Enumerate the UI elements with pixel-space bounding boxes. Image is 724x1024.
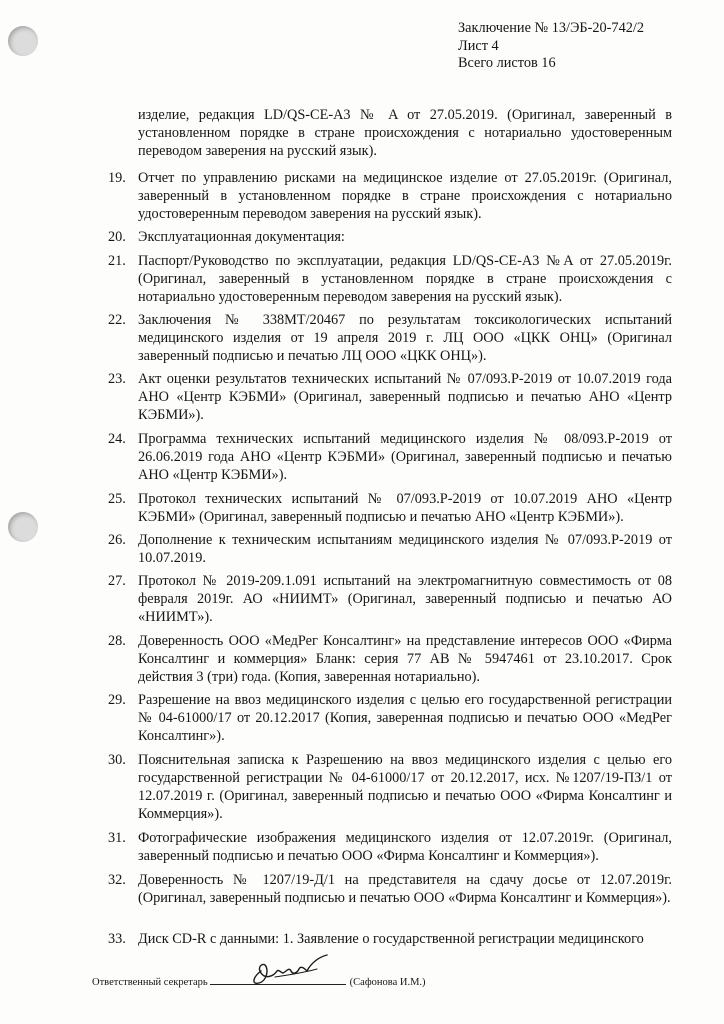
list-item-text: Разрешение на ввоз медицинского изделия с целью его государственной регистрации № 04-61000/17 от 20.12.2017 (Копия, заверенная подписью и печатью ООО «МедРег Консалтинг»). <box>138 692 672 744</box>
list-item-text: Пояснительная записка к Разрешению на ввоз медицинского изделия с целью его государственной регистрации № 04-61000/17 от 20.12.2017, исх. №1207/19-ПЗ/1 от 12.07.2019 г. (Оригинал, заверенный подписью и печатью ООО «Фирма Консалтинг и Коммерция»). <box>138 752 672 822</box>
list-item-text: Отчет по управлению рисками на медицинское изделие от 27.05.2019г. (Оригинал, заверенный в установленном порядке в стране происхождения с нотариально удостоверенным переводом заверения на русский язык). <box>138 170 672 222</box>
list-item-number: 27. <box>108 573 126 589</box>
list-item <box>108 430 672 484</box>
list-item <box>108 632 672 686</box>
list-item-number: 21. <box>108 253 126 269</box>
sheet-number: Лист 4 <box>458 37 499 54</box>
page-footer <box>92 974 492 988</box>
list-item-number: 26. <box>108 532 126 548</box>
list-item-number: 24. <box>108 431 126 447</box>
list-item-text: Диск CD-R с данными: 1. Заявление о государственной регистрации медицинского <box>138 931 644 947</box>
list-item-number: 33. <box>108 931 126 947</box>
signature-line <box>210 974 346 985</box>
signatory-role: Ответственный секретарь <box>92 977 208 988</box>
list-item <box>108 311 672 365</box>
total-sheets: Всего листов 16 <box>458 55 556 72</box>
list-item-text: Акт оценки результатов технических испытаний № 07/093.Р-2019 от 10.07.2019 года АНО «Центр КЭБМИ» (Оригинал, заверенный подписью и печатью АНО «Центр КЭБМИ»). <box>138 371 672 423</box>
list-item-number: 29. <box>108 692 126 708</box>
list-item <box>108 531 672 567</box>
list-item <box>108 691 672 745</box>
list-item-number: 22. <box>108 312 126 328</box>
list-item-number: 23. <box>108 371 126 387</box>
list-item-continuation <box>108 106 672 160</box>
list-item-text: Протокол № 2019-209.1.091 испытаний на электромагнитную совместимость от 08 февраля 2019г. АО «НИИМТ» (Оригинал, заверенный подписью и печатью АО «НИИМТ»). <box>138 573 672 625</box>
list-item-text: Фотографические изображения медицинского изделия от 12.07.2019г. (Оригинал, заверенный подписью и печатью ООО «Фирма Консалтинг и Коммерция»). <box>138 830 672 864</box>
list-item-text: Доверенность ООО «МедРег Консалтинг» на представление интересов ООО «Фирма Консалтинг и коммерция» Бланк: серия 77 АВ № 5947461 от 23.10.2017. Срок действия 3 (три) года. (Копия, заверенная нотариально). <box>138 633 672 685</box>
list-item <box>108 871 672 907</box>
signatory-name: (Сафонова И.М.) <box>349 977 426 988</box>
list-item <box>108 252 672 306</box>
list-item <box>108 572 672 626</box>
list-item <box>108 930 672 948</box>
list-item <box>108 829 672 865</box>
list-item-text: Программа технических испытаний медицинского изделия № 08/093.Р-2019 от 26.06.2019 года АНО «Центр КЭБМИ» (Оригинал, заверенный подписью и печатью АНО «Центр КЭБМИ»). <box>138 431 672 483</box>
list-item-text: изделие, редакция LD/QS-CE-A3 № A от 27.05.2019. (Оригинал, заверенный в установленном порядке в стране происхождения с нотариально удостоверенным переводом заверения на русский язык). <box>138 107 672 159</box>
list-item-text: Эксплуатационная документация: <box>138 229 345 245</box>
conclusion-number: Заключение № 13/ЭБ-20-742/2 <box>458 20 644 36</box>
list-item <box>108 490 672 526</box>
page-header <box>458 20 644 73</box>
list-item-text: Дополнение к техническим испытаниям медицинского изделия № 07/093.Р-2019 от 10.07.2019. <box>138 532 672 566</box>
list-item-text: Паспорт/Руководство по эксплуатации, редакция LD/QS-CE-A3 №A от 27.05.2019г. (Оригинал, заверенный в установленном порядке в стране происхождения с нотариально удостоверенным переводом заверения на русский язык). <box>138 253 672 305</box>
list-item <box>108 169 672 223</box>
list-item-number: 31. <box>108 830 126 846</box>
list-item-number: 28. <box>108 633 126 649</box>
punch-hole <box>8 26 38 56</box>
list-item-number: 25. <box>108 491 126 507</box>
punch-hole <box>8 512 38 542</box>
list-item <box>108 751 672 823</box>
list-item-text: Протокол технических испытаний № 07/093.Р-2019 от 10.07.2019 АНО «Центр КЭБМИ» (Оригинал, заверенный подписью и печатью АНО «Центр КЭБМИ»). <box>138 491 672 525</box>
list-item-text: Доверенность № 1207/19-Д/1 на представителя на сдачу досье от 12.07.2019г. (Оригинал, заверенный подписью и печатью ООО «Фирма Консалтинг и Коммерция»). <box>138 872 672 906</box>
list-item-number: 32. <box>108 872 126 888</box>
list-item-text: Заключения № 338MT/20467 по результатам токсикологических испытаний медицинского изделия от 19 апреля 2019 г. ЛЦ ООО «ЦКК ОНЦ» (Оригинал заверенный подписью и печатью ЛЦ ООО «ЦКК ОНЦ»). <box>138 312 672 364</box>
list-item-number: 30. <box>108 752 126 768</box>
list-item-number: 19. <box>108 170 126 186</box>
list-item-number: 20. <box>108 229 126 245</box>
list-item <box>108 228 672 246</box>
list-item <box>108 370 672 424</box>
